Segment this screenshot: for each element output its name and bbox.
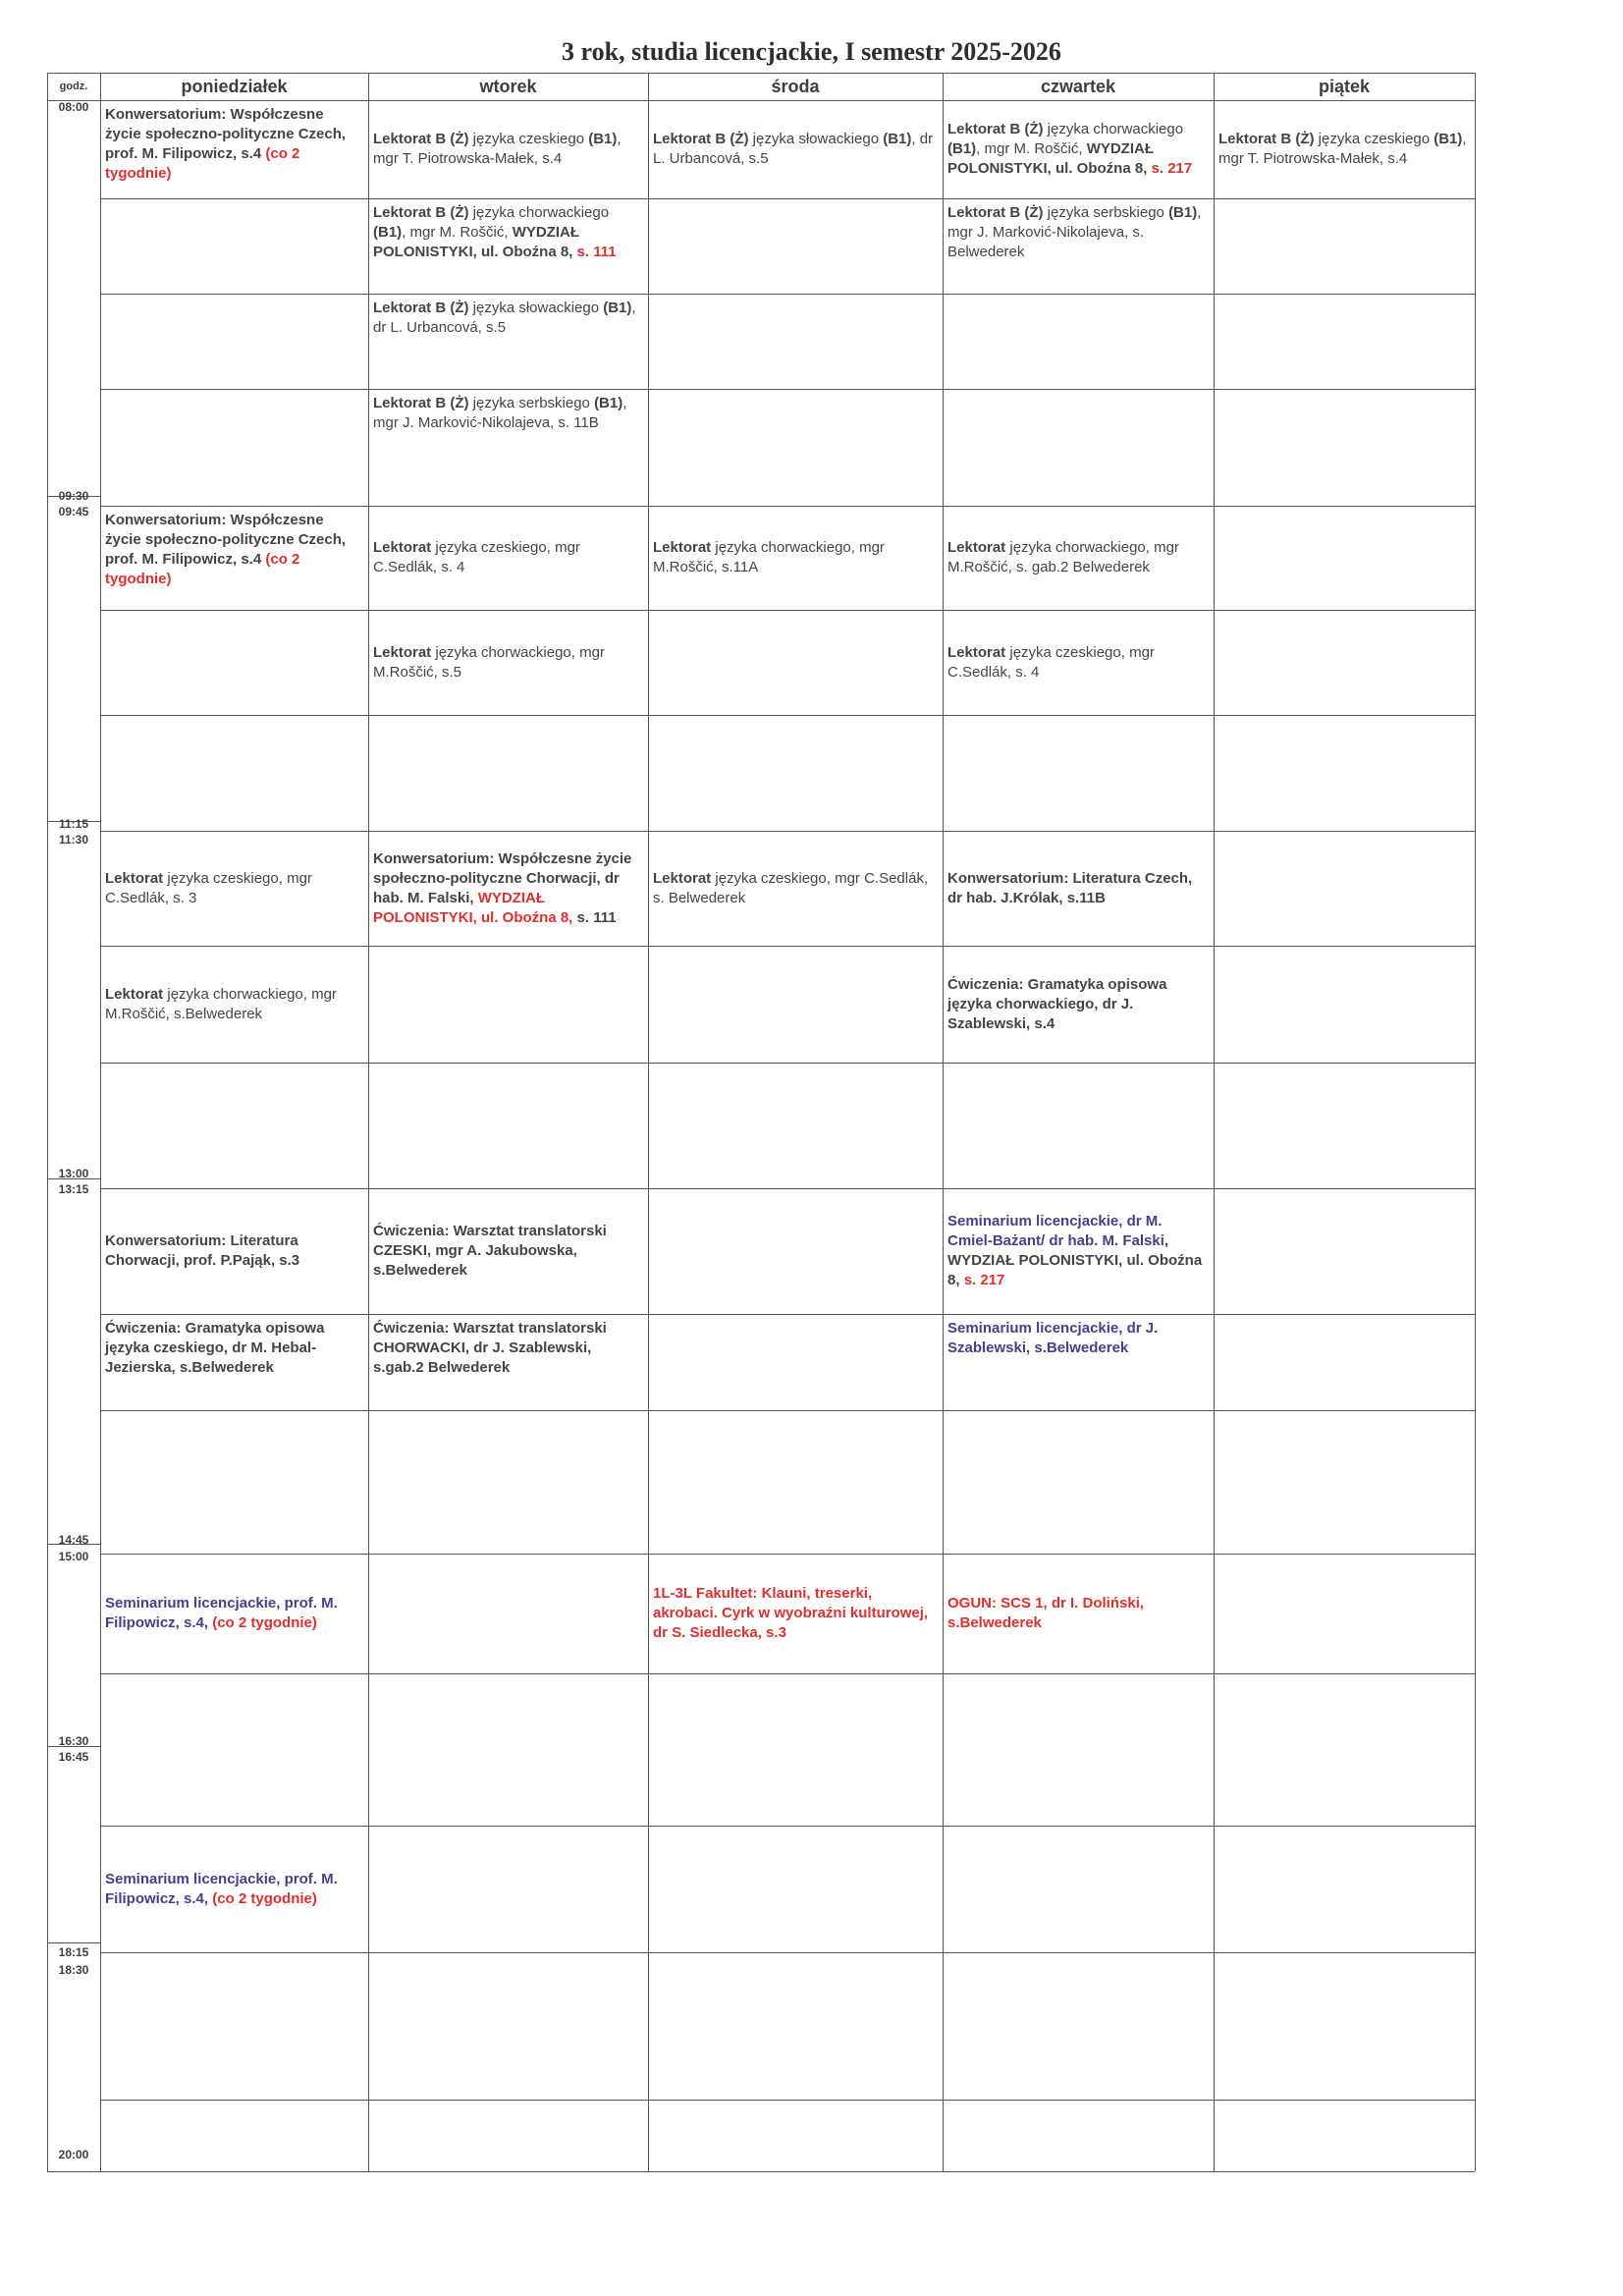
entry-text-run: (B1): [883, 131, 912, 147]
schedule-entry: [369, 1189, 647, 1313]
entry-text: [105, 105, 363, 184]
schedule-entry: [944, 947, 1213, 1062]
grid-line: [100, 198, 1475, 199]
entry-text: [947, 643, 1209, 683]
entry-text-run: (co 2 tygodnie): [105, 145, 300, 182]
hour-label: 13:15: [58, 1182, 89, 1196]
entry-text-run: języka serbskiego: [468, 395, 595, 411]
entry-text-run: Lektorat B (Ż): [373, 300, 469, 316]
entry-text-run: Konwersatorium: Współczesne życie społeczno-polityczne Czech, prof. M. Filipowicz, s.4: [105, 512, 347, 568]
day-header-czwartek: czwartek: [1040, 77, 1116, 96]
schedule-entry: [369, 390, 647, 505]
entry-text-run: Ćwiczenia: Gramatyka opisowa języka chorwackiego, dr J. Szablewski, s.4: [947, 975, 1167, 1032]
entry-text: [373, 130, 643, 169]
entry-text-run: języka chorwackiego: [468, 204, 610, 221]
entry-text-run: Konwersatorium: Współczesne życie społeczno-polityczne Czech, prof. M. Filipowicz, s.4: [105, 106, 347, 162]
schedule-entry: [944, 199, 1213, 293]
hour-label: 18:15: [58, 1945, 89, 1959]
grid-line: [100, 1410, 1475, 1411]
schedule-entry: [944, 832, 1213, 945]
entry-text-run: Lektorat B (Ż): [373, 395, 469, 411]
schedule-entry: [944, 1555, 1213, 1672]
hour-label: 16:45: [58, 1750, 89, 1764]
entry-text-run: Lektorat B (Ż): [373, 204, 469, 221]
entry-text: [653, 130, 938, 169]
entry-text-run: języka czeskiego, mgr C.Sedlák, s. Belwederek: [653, 869, 929, 906]
entry-text: [947, 975, 1209, 1034]
entry-text-run: języka czeskiego: [468, 131, 589, 147]
grid-line: [47, 73, 48, 2171]
entry-text-run: Konwersatorium: Współczesne życie społeczno-polityczne Chorwacji, dr hab. M. Falski,: [373, 849, 632, 906]
entry-text-run: (co 2 tygodnie): [212, 1614, 317, 1631]
hour-label: 20:00: [58, 2148, 89, 2161]
entry-text: [1218, 130, 1470, 169]
grid-line: [100, 2100, 1475, 2101]
entry-text-run: OGUN: SCS 1, dr I. Doliński, s.Belwederek: [947, 1595, 1145, 1631]
entry-text-run: Lektorat B (Ż): [373, 131, 469, 147]
schedule-entry: [944, 507, 1213, 609]
hour-label: 16:30: [58, 1734, 89, 1748]
entry-text: [373, 1319, 643, 1378]
day-header-sroda: środa: [771, 77, 820, 96]
entry-text: [105, 511, 363, 589]
entry-text: [105, 869, 363, 908]
entry-text: [947, 869, 1209, 908]
entry-text: [373, 394, 643, 433]
schedule-entry: [649, 101, 942, 197]
entry-text: [653, 1584, 938, 1643]
entry-text-run: , dr L. Urbancová, s.5: [653, 131, 934, 167]
schedule-entry: [101, 832, 367, 945]
hour-label: 15:00: [58, 1550, 89, 1563]
grid-line: [47, 2171, 1475, 2172]
schedule-entry: [944, 611, 1213, 714]
grid-line: [1475, 73, 1476, 2171]
entry-text-run: (co 2 tygodnie): [105, 551, 300, 587]
schedule-entry: [369, 1315, 647, 1409]
entry-text-run: (B1): [373, 224, 403, 241]
schedule-entry: [369, 507, 647, 609]
schedule-entry: [649, 507, 942, 609]
schedule-entry: [369, 832, 647, 945]
grid-line: [100, 1673, 1475, 1674]
schedule-entry: [101, 101, 367, 197]
entry-text-run: (B1): [947, 140, 977, 157]
entry-text-run: WYDZIAŁ POLONISTYKI, ul. Oboźna 8,: [373, 224, 580, 260]
hour-column-header: godz.: [59, 81, 88, 92]
grid-line: [47, 1942, 100, 1943]
entry-text-run: , mgr T. Piotrowska-Małek, s.4: [1218, 131, 1467, 167]
entry-text: [105, 1231, 363, 1271]
schedule-entry: [649, 1555, 942, 1672]
hour-label: 09:45: [58, 505, 89, 519]
schedule-entry: [101, 1555, 367, 1672]
entry-text: [947, 1212, 1209, 1290]
grid-line: [100, 1952, 1475, 1953]
hour-label: 13:00: [58, 1167, 89, 1180]
entry-text: [947, 203, 1209, 262]
grid-line: [100, 294, 1475, 295]
hour-label: 14:45: [58, 1533, 89, 1547]
entry-text-run: Ćwiczenia: Warsztat translatorski CZESKI, mgr A. Jakubowska, s.Belwederek: [373, 1223, 607, 1279]
entry-text-run: (B1): [1434, 131, 1463, 147]
hour-label: 11:30: [58, 833, 89, 847]
entry-text-run: języka czeskiego, mgr C.Sedlák, s. 3: [105, 869, 312, 906]
entry-text: [653, 538, 938, 577]
timetable-grid: [47, 73, 1475, 2171]
entry-text-run: WYDZIAŁ POLONISTYKI, ul. Oboźna 8,: [947, 140, 1155, 177]
entry-text-run: Lektorat B (Ż): [947, 204, 1044, 221]
entry-text-run: , mgr J. Marković-Nikolajeva, s. 11B: [373, 395, 627, 431]
entry-text-run: języka chorwackiego, mgr M.Roščić, s.Belwederek: [105, 985, 337, 1022]
grid-line: [100, 1063, 1475, 1064]
entry-text-run: , dr L. Urbancová, s.5: [373, 300, 636, 336]
hour-label: 08:00: [58, 100, 89, 114]
day-header-wtorek: wtorek: [479, 77, 537, 96]
schedule-entry: [944, 1315, 1213, 1409]
entry-text-run: języka słowackiego: [468, 300, 604, 316]
entry-text: [105, 1319, 363, 1378]
schedule-entry: [1215, 101, 1474, 197]
entry-text-run: Lektorat: [105, 985, 164, 1003]
entry-text-run: języka chorwackiego, mgr M.Roščić, s. gab.2 Belwederek: [947, 539, 1179, 575]
entry-text-run: Seminarium licencjackie, prof. M. Filipowicz, s.4,: [105, 1595, 338, 1631]
entry-text-run: języka serbskiego: [1043, 204, 1169, 221]
entry-text-run: Ćwiczenia: Warsztat translatorski CHORWACKI, dr J. Szablewski, s.gab.2 Belwederek: [373, 1320, 607, 1376]
entry-text: [947, 120, 1209, 179]
schedule-entry: [101, 1315, 367, 1409]
hour-label: 18:30: [58, 1963, 89, 1977]
schedule-entry: [369, 611, 647, 714]
entry-text-run: Lektorat: [653, 539, 712, 556]
day-header-poniedzialek: poniedziałek: [181, 77, 288, 96]
entry-text-run: języka chorwackiego, mgr M.Roščić, s.5: [373, 643, 605, 681]
schedule-entry: [369, 199, 647, 293]
entry-text-run: (B1): [594, 395, 623, 411]
entry-text: [947, 1594, 1209, 1633]
entry-text: [373, 849, 643, 928]
schedule-entry: [649, 832, 942, 945]
entry-text-run: (B1): [588, 131, 618, 147]
entry-text-run: s. 111: [576, 244, 617, 260]
entry-text: [947, 1319, 1209, 1358]
entry-text-run: języka czeskiego, mgr C.Sedlák, s. 4: [947, 643, 1155, 681]
grid-line: [943, 73, 944, 2171]
entry-text-run: s. 217: [1151, 160, 1193, 177]
grid-line: [100, 389, 1475, 390]
entry-text: [373, 1222, 643, 1281]
entry-text-run: 1L-3L Fakultet: Klauni, treserki, akrobaci. Cyrk w wyobraźni kulturowej, dr S. Siedlecka, s.3: [653, 1585, 929, 1641]
entry-text-run: Konwersatorium: Literatura Czech, dr hab. J.Królak, s.11B: [947, 869, 1193, 906]
schedule-entry: [369, 295, 647, 388]
entry-text-run: Lektorat: [947, 643, 1006, 661]
entry-text-run: Lektorat: [373, 539, 432, 556]
schedule-entry: [101, 947, 367, 1062]
entry-text-run: , mgr M. Roščić,: [976, 140, 1087, 157]
entry-text: [373, 538, 643, 577]
grid-line: [648, 73, 649, 2171]
entry-text-run: Seminarium licencjackie, dr J. Szablewski, s.Belwederek: [947, 1320, 1159, 1356]
entry-text-run: Lektorat B (Ż): [653, 131, 749, 147]
grid-line: [1214, 73, 1215, 2171]
entry-text: [373, 203, 643, 262]
entry-text-run: języka chorwackiego: [1043, 121, 1184, 137]
entry-text: [373, 643, 643, 683]
entry-text-run: Lektorat B (Ż): [1218, 131, 1315, 147]
day-header-piatek: piątek: [1318, 77, 1371, 96]
entry-text-run: języka czeskiego: [1314, 131, 1434, 147]
entry-text: [105, 1594, 363, 1633]
entry-text: [653, 869, 938, 908]
grid-line: [100, 715, 1475, 716]
schedule-entry: [101, 1827, 367, 1951]
entry-text: [373, 299, 643, 338]
entry-text-run: , mgr M. Roščić,: [402, 224, 513, 241]
entry-text-run: s. 217: [963, 1272, 1005, 1288]
schedule-entry: [101, 507, 367, 609]
entry-text-run: Lektorat: [947, 539, 1006, 556]
entry-text-run: języka słowackiego: [748, 131, 884, 147]
entry-text-run: (B1): [1168, 204, 1198, 221]
page-title: 3 rok, studia licencjackie, I semestr 2025-2026: [562, 37, 1061, 66]
entry-text-run: WYDZIAŁ POLONISTYKI, ul. Oboźna 8,: [373, 889, 577, 926]
entry-text-run: s. 111: [576, 908, 617, 926]
entry-text-run: Seminarium licencjackie, dr M. Cmiel-Bażant/ dr hab. M. Falski,: [947, 1213, 1169, 1249]
entry-text-run: Lektorat: [373, 643, 432, 661]
entry-text-run: (B1): [603, 300, 632, 316]
hour-label: 11:15: [58, 817, 89, 831]
entry-text: [105, 985, 363, 1024]
entry-text-run: WYDZIAŁ POLONISTYKI, ul. Oboźna 8,: [947, 1252, 1203, 1288]
entry-text-run: Ćwiczenia: Gramatyka opisowa języka czeskiego, dr M. Hebal-Jezierska, s.Belwederek: [105, 1320, 325, 1376]
entry-text-run: języka chorwackiego, mgr M.Roščić, s.11A: [653, 539, 885, 575]
schedule-entry: [369, 101, 647, 197]
entry-text-run: , mgr J. Marković-Nikolajeva, s. Belwederek: [947, 204, 1202, 260]
entry-text: [947, 538, 1209, 577]
entry-text-run: Lektorat: [105, 869, 164, 887]
entry-text: [105, 1870, 363, 1909]
schedule-entry: [101, 1189, 367, 1313]
grid-line: [100, 610, 1475, 611]
entry-text-run: , mgr T. Piotrowska-Małek, s.4: [373, 131, 622, 167]
entry-text-run: Seminarium licencjackie, prof. M. Filipowicz, s.4,: [105, 1870, 338, 1907]
hour-label: 09:30: [58, 489, 89, 503]
entry-text-run: Lektorat: [653, 869, 712, 887]
schedule-entry: [944, 101, 1213, 197]
entry-text-run: Konwersatorium: Literatura Chorwacji, prof. P.Pająk, s.3: [105, 1232, 300, 1269]
schedule-entry: [944, 1189, 1213, 1313]
entry-text-run: Lektorat B (Ż): [947, 121, 1044, 137]
entry-text-run: (co 2 tygodnie): [212, 1889, 317, 1907]
entry-text-run: języka czeskiego, mgr C.Sedlák, s. 4: [373, 539, 580, 575]
